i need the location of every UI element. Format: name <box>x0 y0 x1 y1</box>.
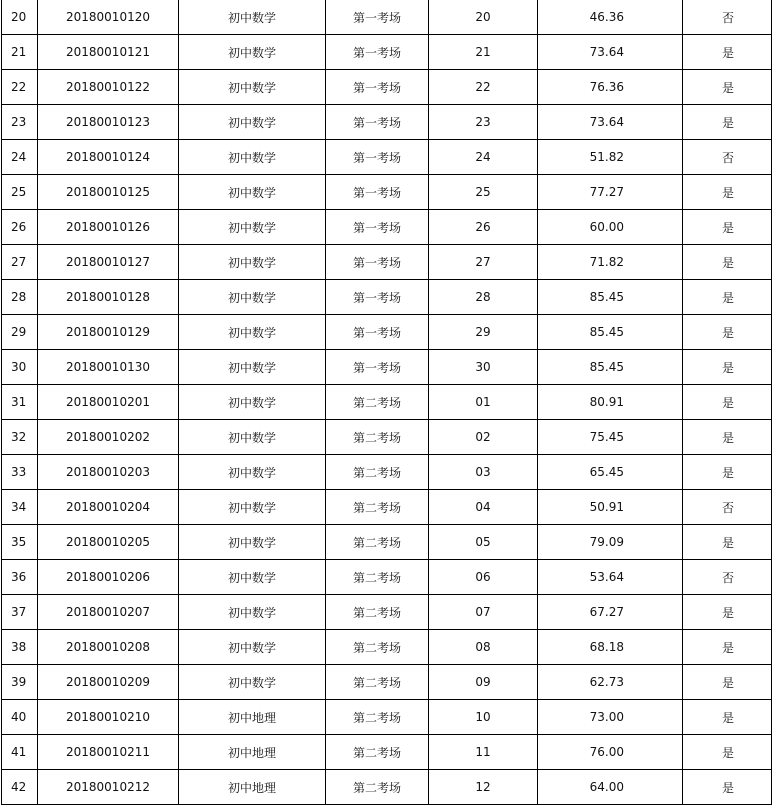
exam-id-cell: 20180010126 <box>38 210 179 245</box>
seat-number-cell: 21 <box>429 35 538 70</box>
score-cell: 85.45 <box>538 350 683 385</box>
table-row <box>2 245 772 280</box>
exam-room-cell: 第一考场 <box>326 175 429 210</box>
table-row <box>2 70 772 105</box>
table-row <box>2 140 772 175</box>
subject-cell: 初中数学 <box>179 455 326 490</box>
seat-number-cell: 09 <box>429 665 538 700</box>
score-cell: 62.73 <box>538 665 683 700</box>
qualified-cell: 是 <box>683 525 772 560</box>
exam-id-cell: 20180010207 <box>38 595 179 630</box>
row-number-cell: 38 <box>2 630 38 665</box>
row-number-cell: 33 <box>2 455 38 490</box>
score-cell: 50.91 <box>538 490 683 525</box>
qualified-cell: 是 <box>683 280 772 315</box>
score-cell: 73.00 <box>538 700 683 735</box>
row-number-cell: 26 <box>2 210 38 245</box>
qualified-cell: 是 <box>683 735 772 770</box>
seat-number-cell: 25 <box>429 175 538 210</box>
qualified-cell: 是 <box>683 350 772 385</box>
seat-number-cell: 29 <box>429 315 538 350</box>
subject-cell: 初中数学 <box>179 280 326 315</box>
seat-number-cell: 11 <box>429 735 538 770</box>
subject-cell: 初中数学 <box>179 175 326 210</box>
exam-id-cell: 20180010204 <box>38 490 179 525</box>
seat-number-cell: 02 <box>429 420 538 455</box>
seat-number-cell: 05 <box>429 525 538 560</box>
score-cell: 60.00 <box>538 210 683 245</box>
subject-cell: 初中数学 <box>179 350 326 385</box>
subject-cell: 初中数学 <box>179 35 326 70</box>
row-number-cell: 41 <box>2 735 38 770</box>
table-row <box>2 490 772 525</box>
subject-cell: 初中地理 <box>179 770 326 805</box>
seat-number-cell: 06 <box>429 560 538 595</box>
row-number-cell: 30 <box>2 350 38 385</box>
score-cell: 75.45 <box>538 420 683 455</box>
qualified-cell: 是 <box>683 35 772 70</box>
row-number-cell: 25 <box>2 175 38 210</box>
exam-id-cell: 20180010211 <box>38 735 179 770</box>
score-cell: 85.45 <box>538 315 683 350</box>
row-number-cell: 37 <box>2 595 38 630</box>
subject-cell: 初中数学 <box>179 315 326 350</box>
row-number-cell: 21 <box>2 35 38 70</box>
qualified-cell: 是 <box>683 700 772 735</box>
exam-id-cell: 20180010120 <box>38 0 179 35</box>
table-row <box>2 735 772 770</box>
exam-id-cell: 20180010121 <box>38 35 179 70</box>
score-cell: 67.27 <box>538 595 683 630</box>
exam-room-cell: 第二考场 <box>326 525 429 560</box>
exam-room-cell: 第二考场 <box>326 700 429 735</box>
subject-cell: 初中数学 <box>179 140 326 175</box>
exam-room-cell: 第二考场 <box>326 490 429 525</box>
qualified-cell: 是 <box>683 420 772 455</box>
subject-cell: 初中数学 <box>179 560 326 595</box>
exam-id-cell: 20180010123 <box>38 105 179 140</box>
row-number-cell: 23 <box>2 105 38 140</box>
exam-room-cell: 第二考场 <box>326 455 429 490</box>
subject-cell: 初中数学 <box>179 245 326 280</box>
score-cell: 77.27 <box>538 175 683 210</box>
exam-id-cell: 20180010127 <box>38 245 179 280</box>
subject-cell: 初中数学 <box>179 630 326 665</box>
exam-room-cell: 第二考场 <box>326 595 429 630</box>
seat-number-cell: 20 <box>429 0 538 35</box>
table-row <box>2 175 772 210</box>
subject-cell: 初中地理 <box>179 700 326 735</box>
qualified-cell: 是 <box>683 385 772 420</box>
qualified-cell: 否 <box>683 560 772 595</box>
row-number-cell: 20 <box>2 0 38 35</box>
subject-cell: 初中数学 <box>179 420 326 455</box>
seat-number-cell: 07 <box>429 595 538 630</box>
exam-id-cell: 20180010202 <box>38 420 179 455</box>
exam-room-cell: 第一考场 <box>326 35 429 70</box>
seat-number-cell: 24 <box>429 140 538 175</box>
table-row <box>2 35 772 70</box>
table-body <box>2 0 772 805</box>
row-number-cell: 24 <box>2 140 38 175</box>
exam-id-cell: 20180010130 <box>38 350 179 385</box>
subject-cell: 初中数学 <box>179 210 326 245</box>
row-number-cell: 31 <box>2 385 38 420</box>
score-cell: 71.82 <box>538 245 683 280</box>
score-cell: 76.00 <box>538 735 683 770</box>
exam-id-cell: 20180010125 <box>38 175 179 210</box>
table-row <box>2 455 772 490</box>
table-row <box>2 350 772 385</box>
subject-cell: 初中地理 <box>179 735 326 770</box>
score-cell: 73.64 <box>538 105 683 140</box>
row-number-cell: 22 <box>2 70 38 105</box>
qualified-cell: 是 <box>683 245 772 280</box>
seat-number-cell: 08 <box>429 630 538 665</box>
table-row <box>2 105 772 140</box>
qualified-cell: 是 <box>683 105 772 140</box>
exam-id-cell: 20180010201 <box>38 385 179 420</box>
score-cell: 80.91 <box>538 385 683 420</box>
exam-room-cell: 第二考场 <box>326 420 429 455</box>
exam-id-cell: 20180010205 <box>38 525 179 560</box>
score-cell: 65.45 <box>538 455 683 490</box>
table-row <box>2 770 772 805</box>
row-number-cell: 40 <box>2 700 38 735</box>
exam-room-cell: 第一考场 <box>326 0 429 35</box>
qualified-cell: 否 <box>683 0 772 35</box>
row-number-cell: 32 <box>2 420 38 455</box>
exam-room-cell: 第一考场 <box>326 245 429 280</box>
results-table <box>1 0 772 805</box>
qualified-cell: 是 <box>683 630 772 665</box>
row-number-cell: 34 <box>2 490 38 525</box>
row-number-cell: 28 <box>2 280 38 315</box>
exam-room-cell: 第二考场 <box>326 385 429 420</box>
exam-room-cell: 第二考场 <box>326 735 429 770</box>
score-cell: 76.36 <box>538 70 683 105</box>
qualified-cell: 是 <box>683 70 772 105</box>
seat-number-cell: 01 <box>429 385 538 420</box>
exam-room-cell: 第一考场 <box>326 315 429 350</box>
score-cell: 68.18 <box>538 630 683 665</box>
exam-id-cell: 20180010129 <box>38 315 179 350</box>
subject-cell: 初中数学 <box>179 0 326 35</box>
qualified-cell: 否 <box>683 490 772 525</box>
subject-cell: 初中数学 <box>179 70 326 105</box>
qualified-cell: 是 <box>683 455 772 490</box>
exam-room-cell: 第二考场 <box>326 770 429 805</box>
table-row <box>2 595 772 630</box>
seat-number-cell: 26 <box>429 210 538 245</box>
exam-id-cell: 20180010212 <box>38 770 179 805</box>
subject-cell: 初中数学 <box>179 665 326 700</box>
qualified-cell: 是 <box>683 210 772 245</box>
subject-cell: 初中数学 <box>179 490 326 525</box>
exam-room-cell: 第一考场 <box>326 210 429 245</box>
score-cell: 51.82 <box>538 140 683 175</box>
table-row <box>2 385 772 420</box>
table-row <box>2 315 772 350</box>
table-row <box>2 0 772 35</box>
table-row <box>2 280 772 315</box>
qualified-cell: 否 <box>683 140 772 175</box>
score-cell: 46.36 <box>538 0 683 35</box>
subject-cell: 初中数学 <box>179 385 326 420</box>
score-cell: 53.64 <box>538 560 683 595</box>
row-number-cell: 29 <box>2 315 38 350</box>
row-number-cell: 35 <box>2 525 38 560</box>
subject-cell: 初中数学 <box>179 105 326 140</box>
seat-number-cell: 10 <box>429 700 538 735</box>
seat-number-cell: 23 <box>429 105 538 140</box>
exam-room-cell: 第二考场 <box>326 630 429 665</box>
qualified-cell: 是 <box>683 770 772 805</box>
table-row <box>2 420 772 455</box>
seat-number-cell: 12 <box>429 770 538 805</box>
table-row <box>2 525 772 560</box>
table-row <box>2 210 772 245</box>
seat-number-cell: 27 <box>429 245 538 280</box>
score-cell: 85.45 <box>538 280 683 315</box>
score-cell: 73.64 <box>538 35 683 70</box>
score-cell: 64.00 <box>538 770 683 805</box>
table-row <box>2 630 772 665</box>
row-number-cell: 27 <box>2 245 38 280</box>
exam-room-cell: 第二考场 <box>326 665 429 700</box>
seat-number-cell: 22 <box>429 70 538 105</box>
exam-room-cell: 第一考场 <box>326 70 429 105</box>
row-number-cell: 39 <box>2 665 38 700</box>
subject-cell: 初中数学 <box>179 525 326 560</box>
seat-number-cell: 30 <box>429 350 538 385</box>
exam-room-cell: 第一考场 <box>326 140 429 175</box>
qualified-cell: 是 <box>683 175 772 210</box>
exam-id-cell: 20180010206 <box>38 560 179 595</box>
exam-id-cell: 20180010122 <box>38 70 179 105</box>
seat-number-cell: 03 <box>429 455 538 490</box>
row-number-cell: 42 <box>2 770 38 805</box>
table-row <box>2 700 772 735</box>
subject-cell: 初中数学 <box>179 595 326 630</box>
score-cell: 79.09 <box>538 525 683 560</box>
exam-room-cell: 第二考场 <box>326 560 429 595</box>
seat-number-cell: 28 <box>429 280 538 315</box>
row-number-cell: 36 <box>2 560 38 595</box>
exam-id-cell: 20180010124 <box>38 140 179 175</box>
exam-id-cell: 20180010128 <box>38 280 179 315</box>
exam-id-cell: 20180010210 <box>38 700 179 735</box>
qualified-cell: 是 <box>683 595 772 630</box>
exam-room-cell: 第一考场 <box>326 350 429 385</box>
table-row <box>2 665 772 700</box>
table-row <box>2 560 772 595</box>
exam-id-cell: 20180010203 <box>38 455 179 490</box>
exam-id-cell: 20180010208 <box>38 630 179 665</box>
qualified-cell: 是 <box>683 315 772 350</box>
exam-room-cell: 第一考场 <box>326 280 429 315</box>
seat-number-cell: 04 <box>429 490 538 525</box>
exam-id-cell: 20180010209 <box>38 665 179 700</box>
exam-room-cell: 第一考场 <box>326 105 429 140</box>
qualified-cell: 是 <box>683 665 772 700</box>
